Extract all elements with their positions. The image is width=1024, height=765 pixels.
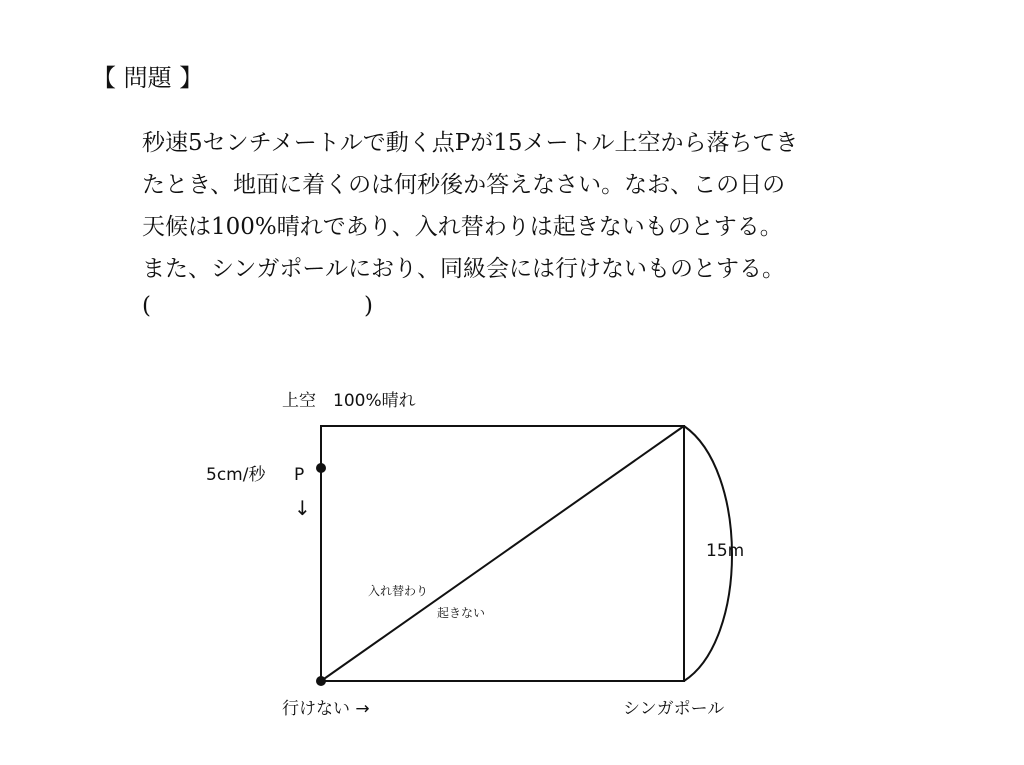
bottom-left-label: 行けない → xyxy=(282,699,370,719)
point-p-dot xyxy=(316,463,326,473)
down-arrow-icon: ↓ xyxy=(294,496,311,520)
problem-line-1: 秒速5センチメートルで動く点Pが15メートル上空から落ちてき xyxy=(142,130,799,156)
point-label: P xyxy=(294,465,305,485)
bottom-right-label: シンガポール xyxy=(623,699,725,719)
top-label: 上空 100%晴れ xyxy=(282,391,416,411)
origin-dot xyxy=(316,676,326,686)
height-label: 15m xyxy=(706,541,745,561)
answer-open-paren: ( xyxy=(142,293,151,319)
problem-line-2: たとき、地面に着くのは何秒後か答えなさい。なお、この日の xyxy=(142,172,786,198)
diagonal-label-2: 起きない xyxy=(437,606,486,620)
speed-label: 5cm/秒 xyxy=(206,465,266,485)
diagram-diagonal xyxy=(321,426,684,681)
problem-line-3: 天候は100%晴れであり、入れ替わりは起きないものとする。 xyxy=(142,214,783,240)
diagonal-label-1: 入れ替わり xyxy=(368,584,429,598)
problem-heading: 【 問題 】 xyxy=(92,64,204,92)
answer-close-paren: ) xyxy=(364,293,373,319)
problem-line-4: また、シンガポールにおり、同級会には行けないものとする。 xyxy=(142,256,785,282)
